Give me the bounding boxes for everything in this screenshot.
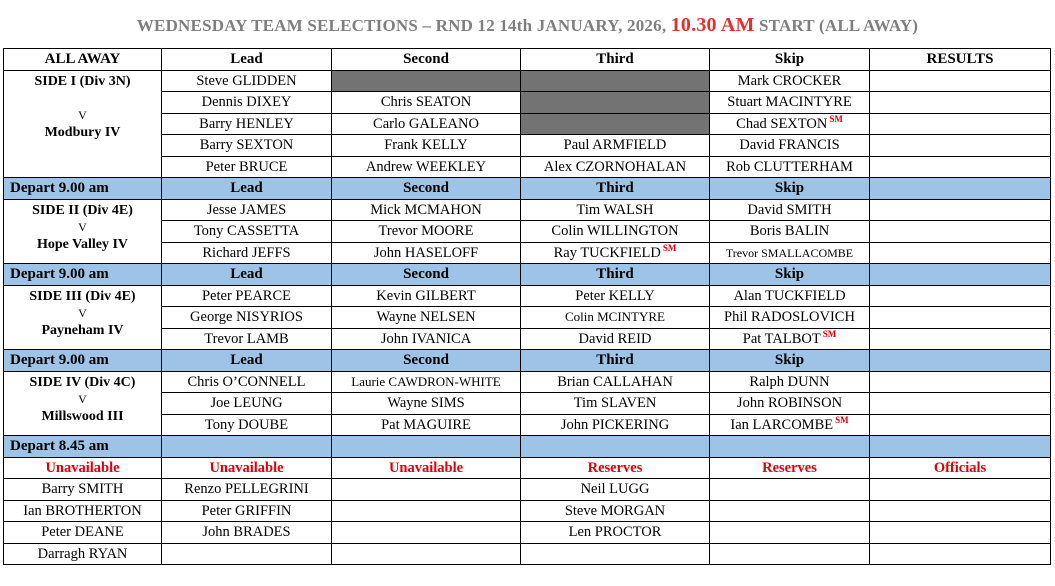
header-results: RESULTS: [870, 49, 1051, 71]
result-cell: [870, 135, 1051, 157]
versus-label: V: [78, 219, 87, 234]
table-row: [4, 113, 1051, 135]
table-row: [4, 156, 1051, 178]
depart-time: Depart 9.00 am: [4, 178, 162, 200]
player-lead: Jesse JAMES: [162, 199, 332, 221]
blank-cell: [870, 436, 1051, 458]
table-row: [4, 70, 1051, 92]
position-second: Second: [332, 178, 521, 200]
player-lead: Steve GLIDDEN: [162, 70, 332, 92]
result-cell: [870, 307, 1051, 329]
table-row: [4, 307, 1051, 329]
team-selection-table: [3, 48, 1051, 565]
result-cell: [870, 371, 1051, 393]
depart-row: [4, 350, 1051, 372]
player-third: Alex CZORNOHALAN: [521, 156, 710, 178]
title-suffix: START (ALL AWAY): [759, 16, 919, 35]
player-lead: Peter PEARCE: [162, 285, 332, 307]
unavailable-player: Ian BROTHERTON: [4, 500, 162, 522]
depart-time: Depart 9.00 am: [4, 264, 162, 286]
player-skip-cell: [710, 328, 870, 350]
side-label: [4, 285, 162, 350]
result-cell: [870, 414, 1051, 436]
player-skip: Chad SEXTON: [736, 115, 828, 132]
player-lead: Barry SEXTON: [162, 135, 332, 157]
page-title: [0, 14, 1055, 37]
unavailable-player: Peter GRIFFIN: [162, 500, 332, 522]
table-row: [4, 285, 1051, 307]
player-lead: Peter BRUCE: [162, 156, 332, 178]
position-third: Third: [521, 350, 710, 372]
unavailable-player: Peter DEANE: [4, 522, 162, 544]
depart-row: [4, 178, 1051, 200]
side-label: [4, 371, 162, 436]
position-lead: Lead: [162, 264, 332, 286]
player-skip: Rob CLUTTERHAM: [710, 156, 870, 178]
reserve-player: [710, 522, 870, 544]
player-second: Wayne SIMS: [332, 393, 521, 415]
unfilled-cell: [521, 92, 710, 114]
player-skip: Pat TALBOT: [742, 330, 821, 347]
availability-header-row: [4, 457, 1051, 479]
blank-cell: [521, 436, 710, 458]
header-second: Second: [332, 49, 521, 71]
header-lead: Lead: [162, 49, 332, 71]
result-cell: [870, 221, 1051, 243]
result-cell: [870, 92, 1051, 114]
depart-time: Depart 9.00 am: [4, 350, 162, 372]
table-row: [4, 479, 1051, 501]
player-skip: Alan TUCKFIELD: [710, 285, 870, 307]
title-time: 10.30 AM: [670, 14, 755, 36]
player-second: Kevin GILBERT: [332, 285, 521, 307]
unavailable-player: [332, 500, 521, 522]
player-skip-cell: [710, 113, 870, 135]
side-label: [4, 70, 162, 178]
player-second: Frank KELLY: [332, 135, 521, 157]
table-row: [4, 414, 1051, 436]
unavailable-player: John BRADES: [162, 522, 332, 544]
table-row: [4, 328, 1051, 350]
player-lead: George NISYRIOS: [162, 307, 332, 329]
player-skip: Phil RADOSLOVICH: [710, 307, 870, 329]
unavailable-player: [332, 479, 521, 501]
player-second: John IVANICA: [332, 328, 521, 350]
unfilled-cell: [521, 70, 710, 92]
versus-label: V: [78, 107, 87, 122]
player-second: Pat MAGUIRE: [332, 414, 521, 436]
versus-label: V: [78, 391, 87, 406]
title-prefix: WEDNESDAY TEAM SELECTIONS – RND 12 14th JANUARY, 2026,: [136, 16, 667, 35]
position-skip: Skip: [710, 178, 870, 200]
table-row: [4, 242, 1051, 264]
unavailable-player: Barry SMITH: [4, 479, 162, 501]
player-third-cell: [521, 242, 710, 264]
official: [870, 500, 1051, 522]
unavailable-player: Renzo PELLEGRINI: [162, 479, 332, 501]
player-lead: Tony CASSETTA: [162, 221, 332, 243]
reserve-player: [710, 479, 870, 501]
result-cell: [870, 264, 1051, 286]
side-label: [4, 199, 162, 264]
player-skip: Boris BALIN: [710, 221, 870, 243]
player-third: Tim SLAVEN: [521, 393, 710, 415]
table-row: [4, 543, 1051, 565]
player-skip: David SMITH: [710, 199, 870, 221]
header-reserves: Reserves: [710, 457, 870, 479]
result-cell: [870, 70, 1051, 92]
reserve-player: Len PROCTOR: [521, 522, 710, 544]
opponent-name: Payneham IV: [41, 322, 124, 338]
table-row: [4, 500, 1051, 522]
result-cell: [870, 156, 1051, 178]
player-third: Colin MCINTYRE: [521, 307, 710, 329]
official: [870, 522, 1051, 544]
result-cell: [870, 178, 1051, 200]
player-lead: Tony DOUBE: [162, 414, 332, 436]
table-row: [4, 221, 1051, 243]
sm-mark: SM: [829, 113, 843, 124]
header-officials: Officials: [870, 457, 1051, 479]
result-cell: [870, 113, 1051, 135]
player-lead: Dennis DIXEY: [162, 92, 332, 114]
depart-row: [4, 264, 1051, 286]
unavailable-player: [332, 522, 521, 544]
player-skip: Trevor SMALLACOMBE: [710, 242, 870, 264]
result-cell: [870, 242, 1051, 264]
player-skip: Stuart MACINTYRE: [710, 92, 870, 114]
player-second: John HASELOFF: [332, 242, 521, 264]
position-second: Second: [332, 264, 521, 286]
result-cell: [870, 393, 1051, 415]
result-cell: [870, 285, 1051, 307]
player-second: Trevor MOORE: [332, 221, 521, 243]
unavailable-player: Darragh RYAN: [4, 543, 162, 565]
player-second: Wayne NELSEN: [332, 307, 521, 329]
blank-cell: [332, 436, 521, 458]
player-skip: Ian LARCOMBE: [730, 416, 834, 433]
table-row: [4, 92, 1051, 114]
player-third: Paul ARMFIELD: [521, 135, 710, 157]
sm-mark: SM: [822, 328, 837, 339]
player-third: Brian CALLAHAN: [521, 371, 710, 393]
position-third: Third: [521, 178, 710, 200]
header-reserves: Reserves: [521, 457, 710, 479]
reserve-player: [521, 543, 710, 565]
side-name: SIDE III (Div 4E): [29, 288, 136, 304]
player-skip: Ralph DUNN: [710, 371, 870, 393]
position-second: Second: [332, 350, 521, 372]
player-second: Andrew WEEKLEY: [332, 156, 521, 178]
header-third: Third: [521, 49, 710, 71]
player-third: Peter KELLY: [521, 285, 710, 307]
opponent-name: Millswood III: [41, 408, 124, 424]
table-row: [4, 522, 1051, 544]
versus-label: V: [78, 305, 87, 320]
unfilled-cell: [332, 70, 521, 92]
position-skip: Skip: [710, 350, 870, 372]
unfilled-cell: [521, 113, 710, 135]
official: [870, 479, 1051, 501]
position-third: Third: [521, 264, 710, 286]
player-second: Mick MCMAHON: [332, 199, 521, 221]
side-name: SIDE I (Div 3N): [34, 73, 131, 89]
opponent-name: Modbury IV: [44, 124, 121, 140]
unavailable-player: [162, 543, 332, 565]
player-third: John PICKERING: [521, 414, 710, 436]
table-row: [4, 393, 1051, 415]
sm-mark: SM: [835, 414, 849, 425]
table-row: [4, 199, 1051, 221]
position-skip: Skip: [710, 264, 870, 286]
result-cell: [870, 199, 1051, 221]
sm-mark: SM: [662, 242, 677, 253]
header-unavailable: Unavailable: [332, 457, 521, 479]
player-lead: Barry HENLEY: [162, 113, 332, 135]
unavailable-player: [332, 543, 521, 565]
side-name: SIDE IV (Div 4C): [29, 374, 136, 390]
result-cell: [870, 350, 1051, 372]
blank-cell: [710, 436, 870, 458]
player-third: David REID: [521, 328, 710, 350]
player-second: Chris SEATON: [332, 92, 521, 114]
player-third: Ray TUCKFIELD: [553, 244, 661, 261]
player-skip-cell: [710, 414, 870, 436]
header-all-away: ALL AWAY: [4, 49, 162, 71]
position-lead: Lead: [162, 178, 332, 200]
depart-row: [4, 436, 1051, 458]
opponent-name: Hope Valley IV: [36, 236, 128, 252]
reserve-player: Steve MORGAN: [521, 500, 710, 522]
header-unavailable: Unavailable: [162, 457, 332, 479]
player-lead: Trevor LAMB: [162, 328, 332, 350]
player-lead: Chris O’CONNELL: [162, 371, 332, 393]
player-second: Laurie CAWDRON-WHITE: [332, 371, 521, 393]
official: [870, 543, 1051, 565]
blank-cell: [162, 436, 332, 458]
player-third: Tim WALSH: [521, 199, 710, 221]
header-unavailable: Unavailable: [4, 457, 162, 479]
table-header-row: [4, 49, 1051, 71]
result-cell: [870, 328, 1051, 350]
table-row: [4, 135, 1051, 157]
player-lead: Richard JEFFS: [162, 242, 332, 264]
side-name: SIDE II (Div 4E): [32, 202, 133, 218]
depart-time: Depart 8.45 am: [4, 436, 162, 458]
reserve-player: [710, 500, 870, 522]
reserve-player: Neil LUGG: [521, 479, 710, 501]
position-lead: Lead: [162, 350, 332, 372]
table-row: [4, 371, 1051, 393]
player-second: Carlo GALEANO: [332, 113, 521, 135]
player-lead: Joe LEUNG: [162, 393, 332, 415]
player-skip: Mark CROCKER: [710, 70, 870, 92]
player-third: Colin WILLINGTON: [521, 221, 710, 243]
player-skip: John ROBINSON: [710, 393, 870, 415]
reserve-player: [710, 543, 870, 565]
header-skip: Skip: [710, 49, 870, 71]
player-skip: David FRANCIS: [710, 135, 870, 157]
